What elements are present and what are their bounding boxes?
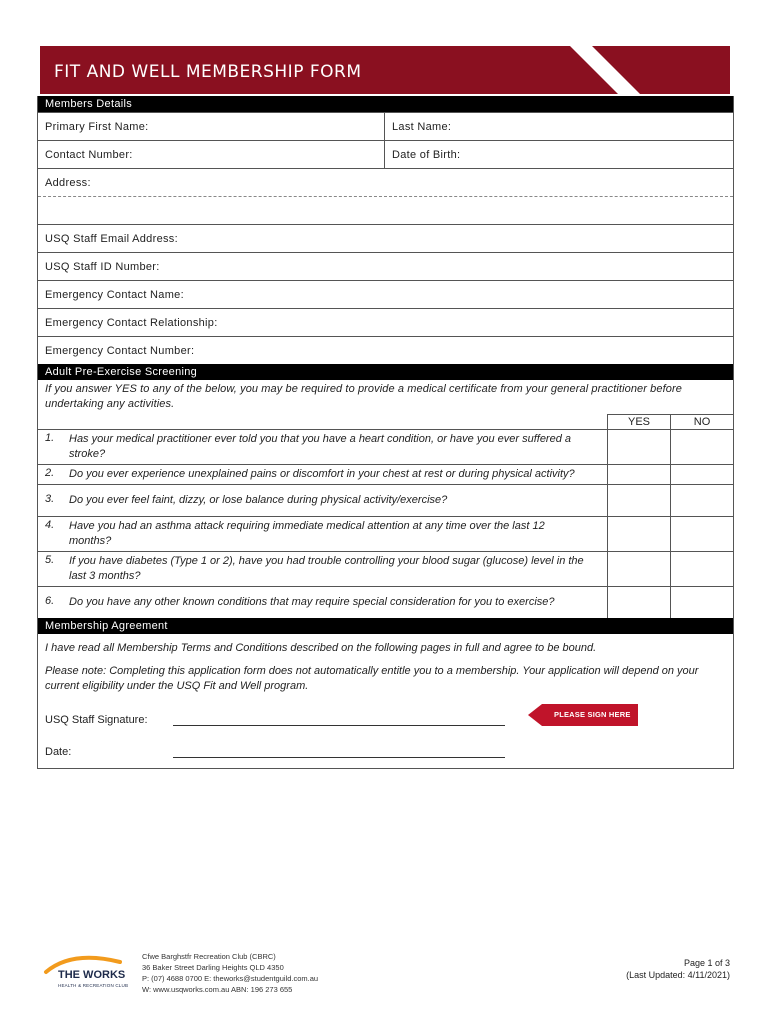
question-number: 6.	[38, 587, 69, 619]
date-label: Date:	[45, 746, 72, 758]
emergency-number-field[interactable]	[38, 336, 733, 364]
staff-email-label: USQ Staff Email Address:	[45, 232, 178, 245]
yes-checkbox-2[interactable]	[608, 465, 671, 485]
question-row	[38, 465, 733, 485]
no-checkbox-5[interactable]	[671, 552, 734, 587]
no-checkbox-1[interactable]	[671, 430, 734, 465]
address-field[interactable]	[38, 168, 733, 197]
logo-subtitle: HEALTH & RECREATION CLUB	[58, 983, 129, 988]
staff-id-label: USQ Staff ID Number:	[45, 260, 160, 273]
emergency-relationship-field[interactable]	[38, 308, 733, 336]
members-details-heading: Members Details	[38, 96, 733, 112]
last-updated: (Last Updated: 4/11/2021)	[626, 970, 730, 980]
no-checkbox-6[interactable]	[671, 587, 734, 619]
staff-email-field[interactable]	[38, 224, 733, 252]
agreement-text: I have read all Membership Terms and Conditions described on the following pages in full and agree to be bound.	[45, 642, 597, 654]
screening-header-row	[38, 415, 733, 430]
contact-number-field[interactable]: Contact Number:	[38, 141, 385, 168]
address-line-2[interactable]	[38, 197, 733, 224]
please-sign-here-tag	[528, 704, 638, 726]
club-web-abn: W: www.usqworks.com.au ABN: 196 273 655	[142, 985, 293, 994]
yes-checkbox-3[interactable]	[608, 485, 671, 517]
staff-id-field[interactable]	[38, 252, 733, 280]
date-row	[38, 732, 733, 758]
page-number: Page 1 of 3	[683, 958, 730, 968]
question-text: Do you ever experience unexplained pains or discomfort in your chest at rest or during physical activity?	[69, 465, 608, 485]
question-text: Do you ever feel faint, dizzy, or lose balance during physical activity/exercise?	[69, 485, 608, 517]
form-title: FIT AND WELL MEMBERSHIP FORM	[54, 62, 362, 82]
emergency-relationship-label: Emergency Contact Relationship:	[45, 316, 218, 329]
club-phone-email: P: (07) 4688 0700 E: theworks@studentguild.com.au	[142, 974, 319, 983]
question-number: 3.	[38, 485, 69, 517]
question-number: 4.	[38, 517, 69, 552]
screening-table	[38, 414, 733, 618]
signature-label: USQ Staff Signature:	[45, 714, 148, 726]
question-number: 2.	[38, 465, 69, 485]
question-text: If you have diabetes (Type 1 or 2), have you had trouble controlling your blood sugar (glucose) level in the last 3 months?	[69, 552, 608, 587]
signature-field[interactable]	[173, 713, 505, 726]
sign-here-label: PLEASE SIGN HERE	[554, 710, 631, 719]
yes-checkbox-1[interactable]	[608, 430, 671, 465]
agreement-heading: Membership Agreement	[38, 618, 733, 634]
question-number: 1.	[38, 430, 69, 465]
banner-stripes-decoration	[570, 46, 735, 96]
address-label: Address:	[45, 176, 91, 189]
membership-form	[37, 96, 734, 769]
club-address: 36 Baker Street Darling Heights QLD 4350	[142, 963, 284, 972]
no-checkbox-4[interactable]	[671, 517, 734, 552]
emergency-name-field[interactable]	[38, 280, 733, 308]
date-field[interactable]	[173, 745, 505, 758]
question-row	[38, 552, 733, 587]
emergency-name-label: Emergency Contact Name:	[45, 288, 184, 301]
emergency-number-label: Emergency Contact Number:	[45, 344, 195, 357]
question-row	[38, 430, 733, 465]
page-info	[626, 957, 730, 981]
question-number: 5.	[38, 552, 69, 587]
eligibility-note: Please note: Completing this application form does not automatically entitle you to a membership. Your application will depend on your current eligibility under the USQ Fit and Well program.	[45, 665, 699, 692]
no-column-header: NO	[671, 415, 734, 430]
date-of-birth-field[interactable]: Date of Birth:	[392, 148, 461, 161]
contact-row	[38, 140, 733, 168]
club-name: Cfwe Barghstfr Recreation Club (CBRC)	[142, 952, 276, 961]
question-text: Has your medical practitioner ever told you that you have a heart condition, or have you ever suffered a stroke?	[69, 430, 608, 465]
screening-heading: Adult Pre-Exercise Screening	[38, 364, 733, 380]
yes-checkbox-4[interactable]	[608, 517, 671, 552]
yes-checkbox-6[interactable]	[608, 587, 671, 619]
yes-checkbox-5[interactable]	[608, 552, 671, 587]
primary-first-name-field[interactable]: Primary First Name:	[38, 113, 385, 140]
question-text: Do you have any other known conditions that may require special consideration for you to exercise?	[69, 587, 608, 619]
name-row	[38, 112, 733, 140]
screening-intro: If you answer YES to any of the below, you may be required to provide a medical certificate from your general practitioner before undertaking any activities.	[45, 383, 682, 410]
question-row	[38, 587, 733, 619]
club-contact-details	[142, 951, 318, 995]
logo-name: THE WORKS	[58, 969, 126, 981]
question-text: Have you had an asthma attack requiring immediate medical attention at any time over the last 12 months?	[69, 517, 608, 552]
agreement-section	[38, 634, 733, 768]
question-row	[38, 517, 733, 552]
no-checkbox-2[interactable]	[671, 465, 734, 485]
no-checkbox-3[interactable]	[671, 485, 734, 517]
yes-column-header: YES	[608, 415, 671, 430]
last-name-field[interactable]: Last Name:	[392, 120, 452, 133]
question-row	[38, 485, 733, 517]
